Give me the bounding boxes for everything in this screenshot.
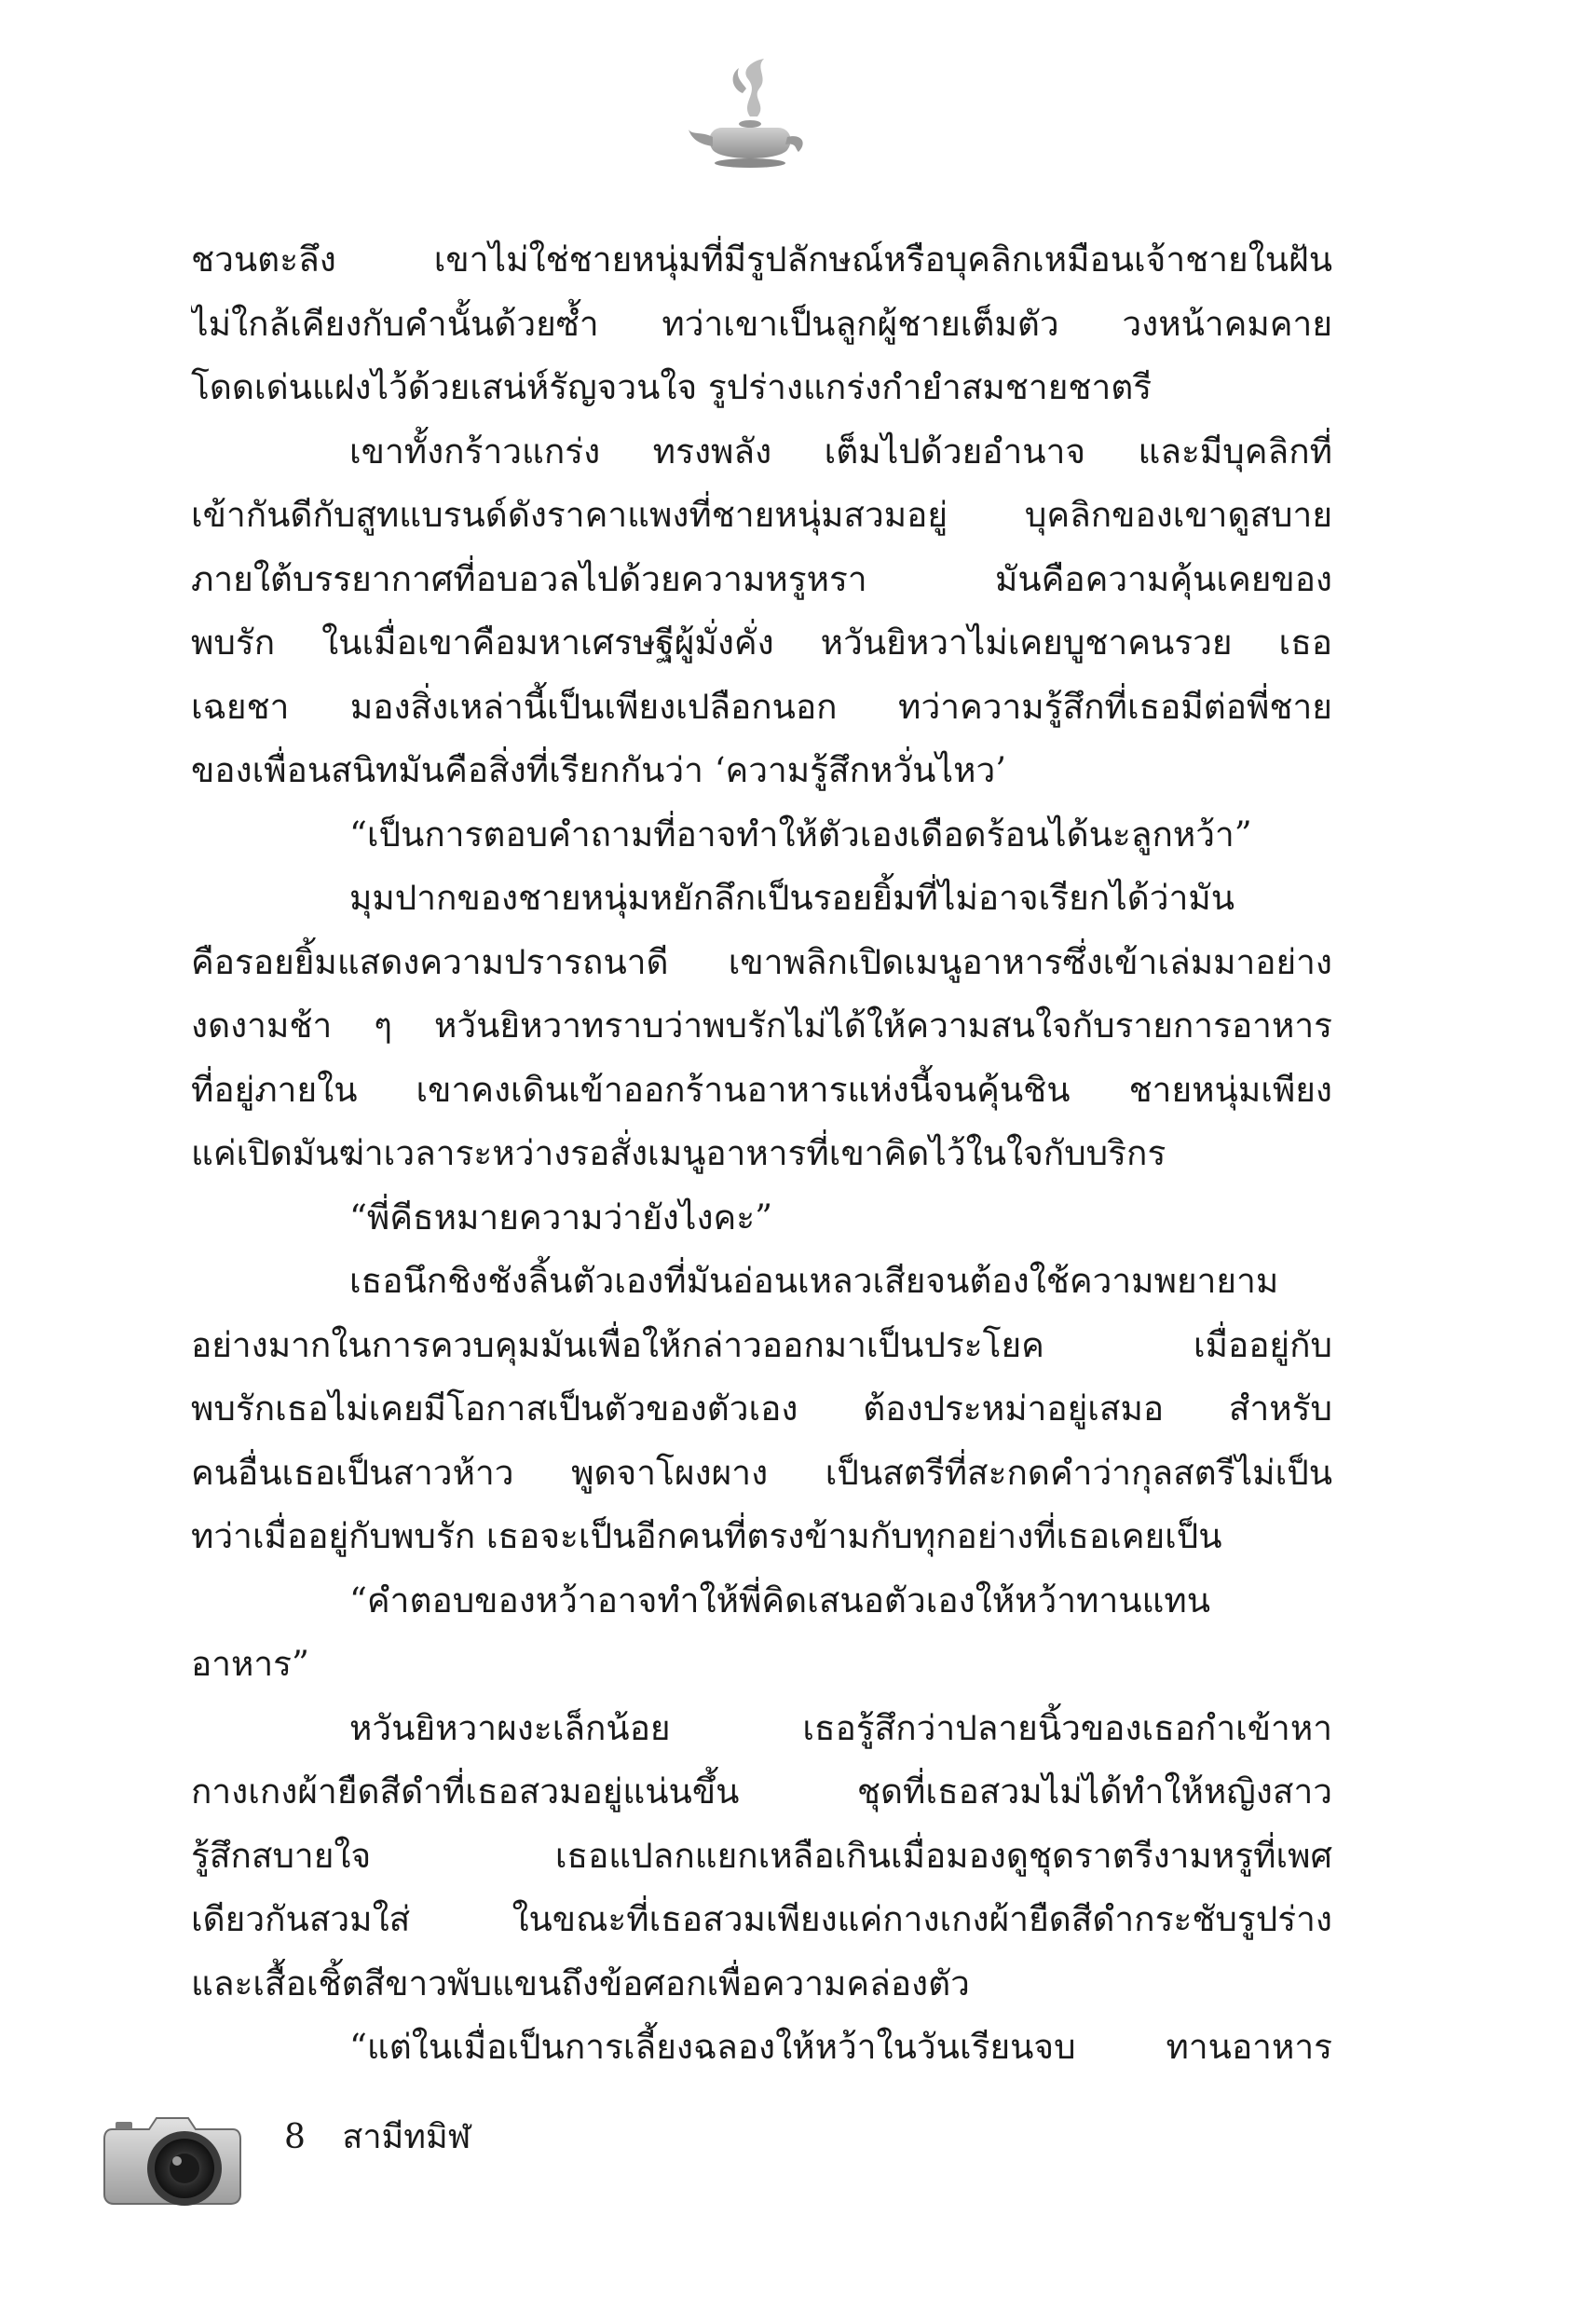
body-text — [191, 228, 1332, 2080]
text-line: “คำตอบของหว้าอาจทำให้พี่คิดเสนอตัวเองให้หว้าทานแทน — [349, 1579, 1211, 1620]
text-line: อย่างมากในการควบคุมมันเพื่อให้กล่าวออกมาเป็นประโยค เมื่ออยู่กับ — [191, 1324, 1332, 1365]
text-line: แค่เปิดมันฆ่าเวลาระหว่างรอสั่งเมนูอาหารที่เขาคิดไว้ในใจกับบริกร — [191, 1133, 1166, 1173]
book-title: สามีทมิฬ — [342, 2118, 471, 2156]
text-line: ชวนตะลึง เขาไม่ใช่ชายหนุ่มที่มีรูปลักษณ์หรือบุคลิกเหมือนเจ้าชายในฝัน — [191, 239, 1332, 280]
page-footer — [284, 2115, 471, 2160]
text-line: เดียวกันสวมใส่ ในขณะที่เธอสวมเพียงแค่กางเกงผ้ายืดสีดำกระชับรูปร่าง — [191, 1899, 1332, 1939]
text-line: งดงามช้า ๆ หวันยิหวาทราบว่าพบรักไม่ได้ให้ความสนใจกับรายการอาหาร — [191, 1005, 1332, 1046]
page-number: 8 — [284, 2118, 306, 2156]
text-line: คนอื่นเธอเป็นสาวห้าว พูดจาโผงผาง เป็นสตรีที่สะกดคำว่ากุลสตรีไม่เป็น — [191, 1452, 1332, 1493]
text-line: รู้สึกสบายใจ เธอแปลกแยกเหลือเกินเมื่อมองดูชุดราตรีงามหรูที่เพศ — [191, 1835, 1332, 1876]
text-line: คือรอยยิ้มแสดงความปรารถนาดี เขาพลิกเปิดเมนูอาหารซึ่งเข้าเล่มมาอย่าง — [191, 941, 1332, 982]
text-line: ไม่ใกล้เคียงกับคำนั้นด้วยซ้ำ ทว่าเขาเป็นลูกผู้ชายเต็มตัว วงหน้าคมคาย — [191, 303, 1332, 344]
text-line: “พี่คีธหมายความว่ายังไงคะ” — [349, 1197, 773, 1238]
text-line: พบรัก ในเมื่อเขาคือมหาเศรษฐีผู้มั่งคั่ง หวันยิหวาไม่เคยบูชาคนรวย เธอ — [191, 622, 1332, 663]
text-line: ที่อยู่ภายใน เขาคงเดินเข้าออกร้านอาหารแห่งนี้จนคุ้นชิน ชายหนุ่มเพียง — [191, 1069, 1332, 1110]
text-line: ภายใต้บรรยากาศที่อบอวลไปด้วยความหรูหรา มันคือความคุ้นเคยของ — [191, 558, 1332, 599]
text-line: เธอนึกชิงชังลิ้นตัวเองที่มันอ่อนเหลวเสียจนต้องใช้ความพยายาม — [349, 1261, 1279, 1301]
text-line: หวันยิหวาผงะเล็กน้อย เธอรู้สึกว่าปลายนิ้วของเธอกำเข้าหา — [349, 1707, 1332, 1748]
text-line: ทว่าเมื่ออยู่กับพบรัก เธอจะเป็นอีกคนที่ตรงข้ามกับทุกอย่างที่เธอเคยเป็น — [191, 1516, 1222, 1556]
text-line: ของเพื่อนสนิทมันคือสิ่งที่เรียกกันว่า ‘ความรู้สึกหวั่นไหว’ — [191, 750, 1007, 790]
text-line: เขาทั้งกร้าวแกร่ง ทรงพลัง เต็มไปด้วยอำนาจ และมีบุคลิกที่ — [349, 431, 1332, 472]
text-line: เฉยชา มองสิ่งเหล่านี้เป็นเพียงเปลือกนอก ทว่าความรู้สึกที่เธอมีต่อพี่ชาย — [191, 686, 1332, 727]
text-line: เข้ากันดีกับสูทแบรนด์ดังราคาแพงที่ชายหนุ่มสวมอยู่ บุคลิกของเขาดูสบาย — [191, 495, 1332, 535]
text-line: พบรักเธอไม่เคยมีโอกาสเป็นตัวของตัวเอง ต้องประหม่าอยู่เสมอ สำหรับ — [191, 1388, 1332, 1429]
text-line: “เป็นการตอบคำถามที่อาจทำให้ตัวเองเดือดร้อนได้นะลูกหว้า” — [349, 814, 1252, 855]
text-line: โดดเด่นแฝงไว้ด้วยเสน่ห์รัญจวนใจ รูปร่างแกร่งกำยำสมชายชาตรี — [191, 367, 1153, 407]
text-line: มุมปากของชายหนุ่มหยักลึกเป็นรอยยิ้มที่ไม่อาจเรียกได้ว่ามัน — [349, 878, 1235, 918]
text-line: “แต่ในเมื่อเป็นการเลี้ยงฉลองให้หว้าในวันเรียนจบ ทานอาหาร — [349, 2027, 1332, 2067]
text-line: กางเกงผ้ายืดสีดำที่เธอสวมอยู่แน่นขึ้น ชุดที่เธอสวมไม่ได้ทำให้หญิงสาว — [191, 1771, 1332, 1812]
teapot-with-smoke-icon — [685, 51, 815, 172]
camera-icon — [102, 2092, 242, 2213]
text-line: อาหาร” — [191, 1644, 309, 1684]
text-line: และเสื้อเชิ้ตสีขาวพับแขนถึงข้อศอกเพื่อความคล่องตัว — [191, 1962, 970, 2003]
